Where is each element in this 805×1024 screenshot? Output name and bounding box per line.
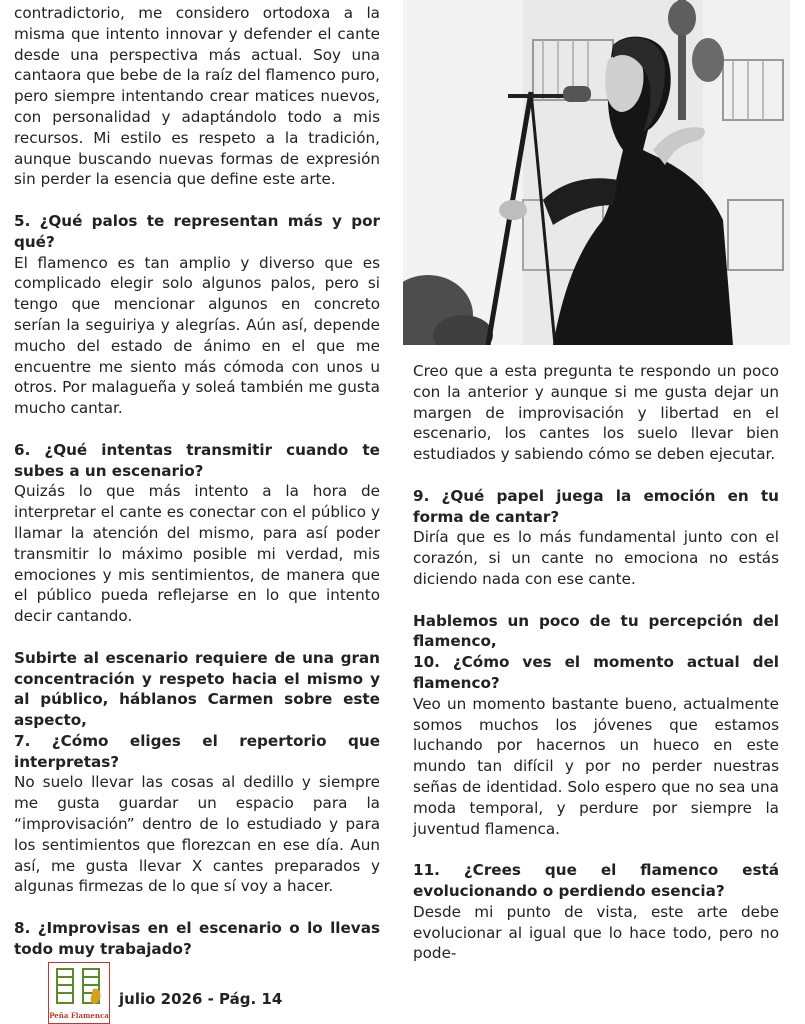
question-heading: 10. ¿Cómo ves el momento actual del flamenco? xyxy=(413,653,779,692)
pena-flamenca-logo xyxy=(48,962,110,1024)
answer-paragraph: Creo que a esta pregunta te respondo un poco con la anterior y aunque si me gusta dejar un margen de improvisación y libertad en el escenario, los cantes los suelo llevar bien estudiados y sabiendo cómo se deben ejecutar. xyxy=(413,362,779,464)
question-heading: 9. ¿Qué papel juega la emoción en tu forma de cantar? xyxy=(413,486,779,526)
question-heading: 6. ¿Qué intentas transmitir cuando te subes a un escenario? xyxy=(14,440,380,480)
answer-paragraph: Veo un momento bastante bueno, actualmente somos muchos los jóvenes que estamos luchando por hacernos un hueco en este mundo tan difícil y por no perder nuestras señas de identidad. Solo espero que no sea una moda temporal, y perdure por siempre la juventud flamenca. xyxy=(413,694,779,838)
question-heading: 8. ¿Improvisas en el escenario o lo llevas todo muy trabajado? xyxy=(14,919,380,958)
left-column xyxy=(14,3,380,960)
answer-paragraph: Desde mi punto de vista, este arte debe evolucionar al igual que lo hace todo, pero no pode- xyxy=(413,902,779,963)
answer-paragraph: El flamenco es tan amplio y diverso que es complicado elegir solo algunos palos, pero si tengo que mencionar algunos en concreto serían la seguiriya y alegrías. Aún así, depende mucho del estado de ánimo en el que me encuentre me siento más cómoda con unos u otros. Por malagueña y soleá también me gusta mucho cantar. xyxy=(14,253,380,418)
chairs-icon xyxy=(49,963,109,1011)
right-column xyxy=(413,361,779,964)
answer-paragraph: contradictorio, me considero ortodoxa a la misma que intento innovar y defender el cante desde una perspectiva más actual. Soy una cantaora que bebe de la raíz del flamenco puro, pero siempre intentando crear matices nuevos, con personalidad y adaptándolo todo a mis recursos. Mi estilo es respeto a la tradición, aunque buscando nuevas formas de expresión sin perder la esencia que define este arte. xyxy=(14,4,380,189)
question-heading: 11. ¿Crees que el flamenco está evolucionando o perdiendo esencia? xyxy=(413,861,779,900)
answer-paragraph: Quizás lo que más intento a la hora de interpretar el cante es conectar con el público y llamar la atención del mismo, para así poder transmitir lo máximo posible mi verdad, mis emociones y mis sentimientos, de manera que el público pueda reflejarse en lo que intento decir cantando. xyxy=(14,482,380,626)
logo-caption: Peña Flamenca xyxy=(49,1011,109,1020)
question-heading: 7. ¿Cómo eliges el repertorio que interpretas? xyxy=(14,731,380,771)
singer-photo xyxy=(403,0,790,345)
question-intro: Hablemos un poco de tu percepción del flamenco, xyxy=(413,611,779,651)
question-intro: Subirte al escenario requiere de una gran concentración y respeto hacia el mismo y al público, háblanos Carmen sobre este aspecto, xyxy=(14,648,380,730)
answer-paragraph: No suelo llevar las cosas al dedillo y siempre me gusta guardar un espacio para la “improvisación” dentro de lo estudiado y para los sentimientos que florezcan en ese día. Aun así, me gusta llevar X cantes preparados y algunas firmezas de lo que sí voy a hacer. xyxy=(14,773,380,896)
question-heading: 5. ¿Qué palos te representan más y por qué? xyxy=(14,211,380,251)
answer-paragraph: Diría que es lo más fundamental junto con el corazón, si un cante no emociona no estás diciendo nada con ese cante. xyxy=(413,528,779,588)
page-footer-label: julio 2026 - Pág. 14 xyxy=(119,990,283,1008)
